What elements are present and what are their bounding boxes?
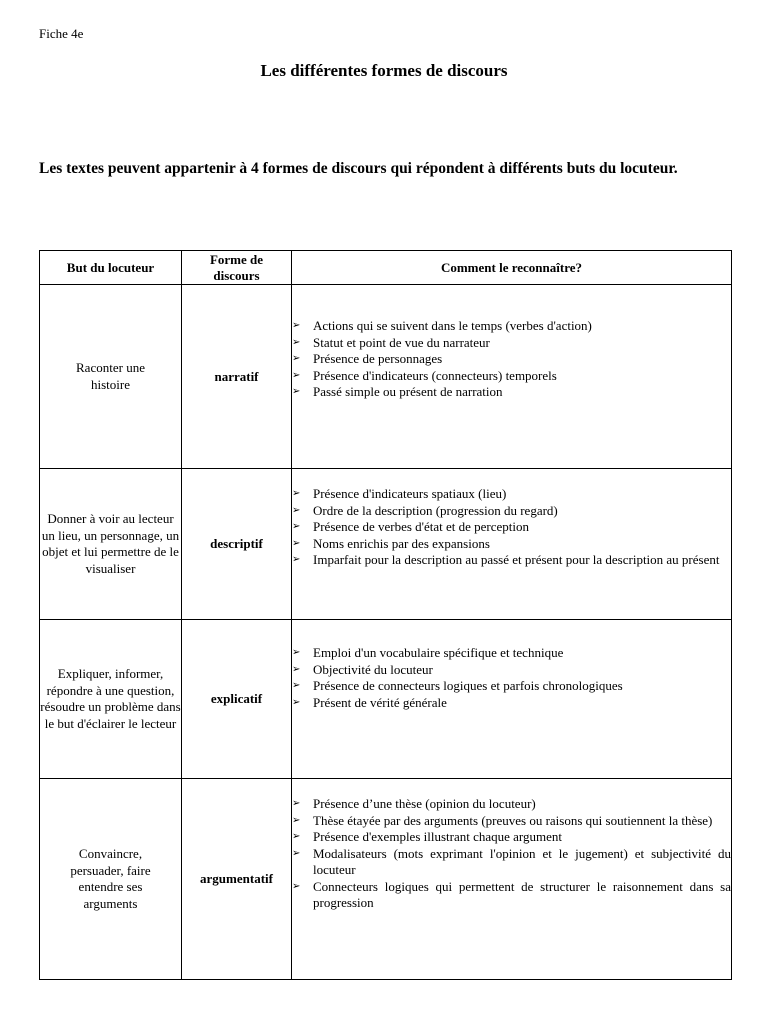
list-item: ➢ Passé simple ou présent de narration: [292, 384, 503, 399]
list-item: ➢ Connecteurs logiques qui permettent de structurer le raisonnement dans sa progression: [292, 878, 731, 910]
row-criteria: [292, 469, 732, 620]
list-item: ➢ Emploi d'un vocabulaire spécifique et technique: [292, 645, 564, 660]
list-item: ➢ Présence d'indicateurs spatiaux (lieu): [292, 486, 507, 501]
row-form: descriptif: [182, 469, 292, 620]
row-goal: Expliquer, informer, répondre à une question, résoudre un problème dans le but d'éclairer le lecteur: [40, 620, 182, 779]
list-item: ➢ Présence de personnages: [292, 351, 443, 366]
arrow-bullet-icon: ➢: [292, 353, 301, 364]
intro-paragraph: Les textes peuvent appartenir à 4 formes de discours qui répondent à différents buts du locuteur.: [39, 160, 678, 177]
row-form: narratif: [182, 285, 292, 469]
list-item: ➢ Présence d’une thèse (opinion du locuteur): [292, 796, 536, 811]
row-goal: Convaincre, persuader, faire entendre ses arguments: [40, 779, 182, 980]
list-item: ➢ Présent de vérité générale: [292, 694, 447, 710]
column-header-goal: But du locuteur: [40, 251, 182, 285]
list-item: ➢ Actions qui se suivent dans le temps (verbes d'action): [292, 318, 592, 333]
arrow-bullet-icon: ➢: [292, 488, 301, 499]
sheet-label: Fiche 4e: [39, 26, 84, 41]
arrow-bullet-icon: ➢: [292, 680, 301, 691]
list-item: ➢ Statut et point de vue du narrateur: [292, 334, 490, 350]
list-item: ➢ Présence d'indicateurs (connecteurs) temporels: [292, 367, 557, 383]
arrow-bullet-icon: ➢: [292, 554, 301, 565]
table-header-row: [40, 251, 732, 285]
arrow-bullet-icon: ➢: [292, 814, 301, 826]
row-goal: Raconter une histoire: [40, 285, 182, 469]
arrow-bullet-icon: ➢: [292, 847, 301, 859]
list-item: ➢ Objectivité du locuteur: [292, 661, 433, 677]
arrow-bullet-icon: ➢: [292, 336, 301, 348]
arrow-bullet-icon: ➢: [292, 880, 301, 892]
table-row: [40, 469, 732, 620]
arrow-bullet-icon: ➢: [292, 647, 301, 658]
row-criteria: [292, 285, 732, 469]
arrow-bullet-icon: ➢: [292, 663, 301, 675]
row-criteria: [292, 779, 732, 980]
arrow-bullet-icon: ➢: [292, 831, 301, 842]
list-item: ➢ Modalisateurs (mots exprimant l'opinion et le jugement) et subjectivité du locuteur: [292, 845, 731, 877]
arrow-bullet-icon: ➢: [292, 521, 301, 532]
row-goal: Donner à voir au lecteur un lieu, un personnage, un objet et lui permettre de le visualiser: [40, 469, 182, 620]
table-row: [40, 620, 732, 779]
list-item: ➢ Noms enrichis par des expansions: [292, 535, 490, 551]
list-item: ➢ Présence de verbes d'état et de perception: [292, 519, 530, 534]
list-item: ➢ Présence d'exemples illustrant chaque argument: [292, 829, 563, 844]
row-form: argumentatif: [182, 779, 292, 980]
discourse-forms-table: [39, 250, 732, 980]
table-row: [40, 285, 732, 469]
column-header-form: Forme de discours: [182, 251, 292, 285]
list-item: ➢ Thèse étayée par des arguments (preuves ou raisons qui soutiennent la thèse): [292, 812, 713, 828]
arrow-bullet-icon: ➢: [292, 537, 301, 549]
arrow-bullet-icon: ➢: [292, 386, 301, 397]
arrow-bullet-icon: ➢: [292, 504, 301, 516]
arrow-bullet-icon: ➢: [292, 369, 301, 381]
column-header-criteria: Comment le reconnaître?: [292, 251, 732, 285]
arrow-bullet-icon: ➢: [292, 696, 301, 708]
list-item: ➢ Présence de connecteurs logiques et parfois chronologiques: [292, 678, 623, 693]
arrow-bullet-icon: ➢: [292, 798, 301, 809]
page-title: Les différentes formes de discours: [260, 61, 508, 80]
list-item: ➢ Imparfait pour la description au passé et présent pour la description au présent: [292, 552, 720, 567]
list-item: ➢ Ordre de la description (progression du regard): [292, 502, 558, 518]
arrow-bullet-icon: ➢: [292, 320, 301, 331]
row-form: explicatif: [182, 620, 292, 779]
table-row: [40, 779, 732, 980]
row-criteria: [292, 620, 732, 779]
